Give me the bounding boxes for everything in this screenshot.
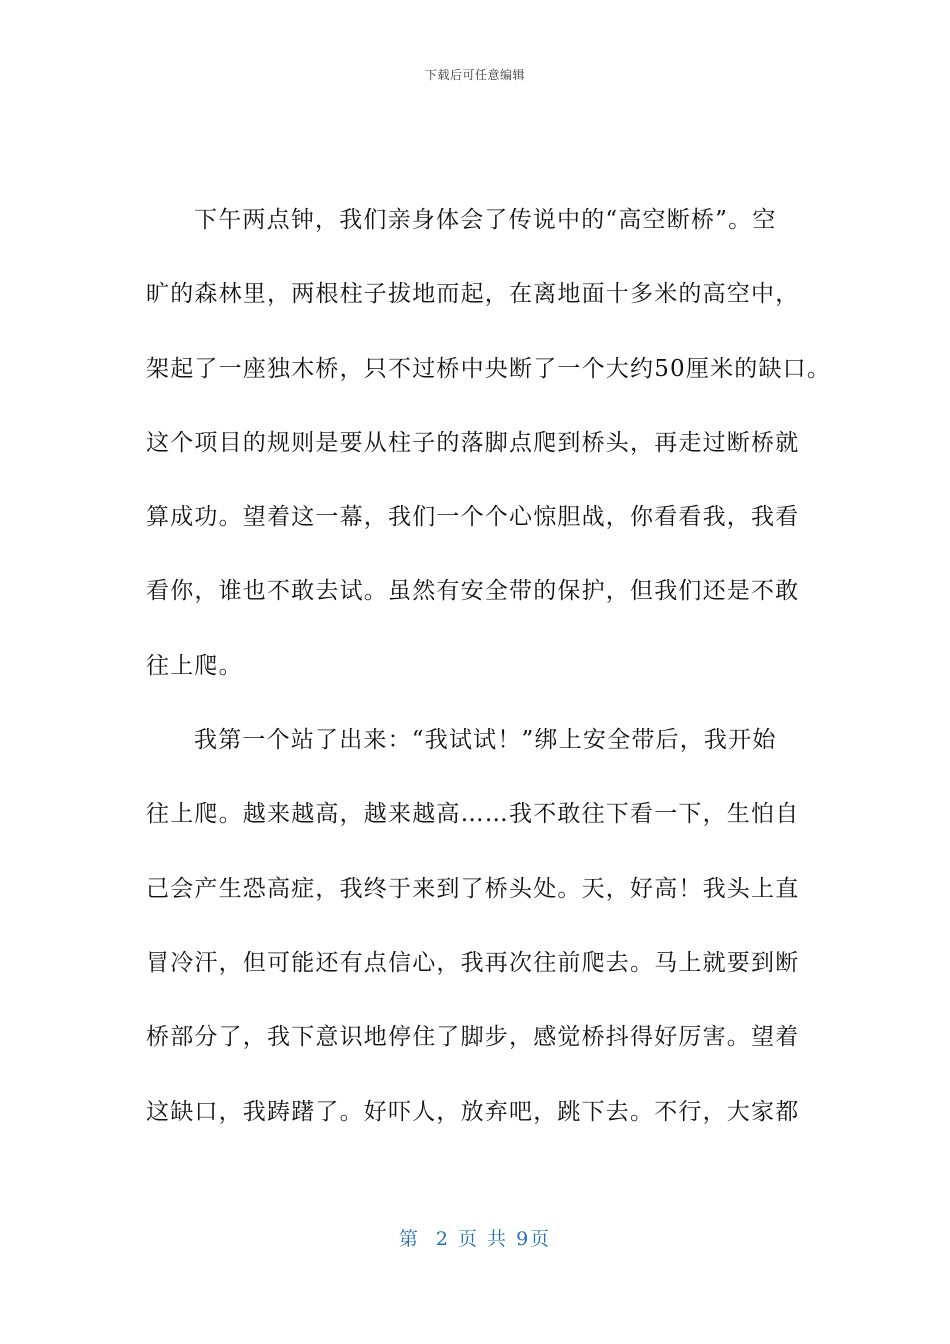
body-text	[146, 188, 832, 1154]
paragraph-2-line-5: 桥部分了，我下意识地停住了脚步，感觉桥抖得好厉害。望着	[146, 1024, 800, 1051]
paragraph-2-line-4: 冒冷汗，但可能还有点信心，我再次往前爬去。马上就要到断	[146, 949, 800, 976]
paragraph-1-line-2: 旷的森林里，两根柱子拔地而起，在离地面十多米的高空中，	[146, 281, 800, 308]
page-indicator: 第 2 页 共 9页	[398, 1228, 552, 1250]
paragraph-1-line-4: 这个项目的规则是要从柱子的落脚点爬到桥头，再走过断桥就	[146, 429, 800, 456]
header-note: 下载后可任意编辑	[424, 68, 525, 82]
paragraph-1-line-6: 看你，谁也不敢去试。虽然有安全带的保护，但我们还是不敢	[146, 578, 800, 605]
paragraph-2-line-2: 往上爬。越来越高，越来越高……我不敢往下看一下，生怕自	[146, 801, 800, 828]
paragraph-1-line-1: 下午两点钟，我们亲身体会了传说中的“高空断桥”。空	[194, 207, 777, 233]
paragraph-1-line-5: 算成功。望着这一幕，我们一个个心惊胆战，你看看我，我看	[146, 504, 800, 531]
paragraph-2-line-1: 我第一个站了出来：“我试试！”绑上安全带后，我开始	[194, 727, 777, 754]
paragraph-1-line-3: 架起了一座独木桥，只不过桥中央断了一个大约50厘米的缺口。	[146, 355, 832, 382]
paragraph-2-line-3: 己会产生恐高症，我终于来到了桥头处。天，好高！我头上直	[146, 875, 800, 902]
paragraph-2-line-6: 这缺口，我踌躇了。好吓人，放弃吧，跳下去。不行，大家都	[146, 1098, 800, 1125]
paragraph-1-line-7: 往上爬。	[146, 652, 243, 679]
